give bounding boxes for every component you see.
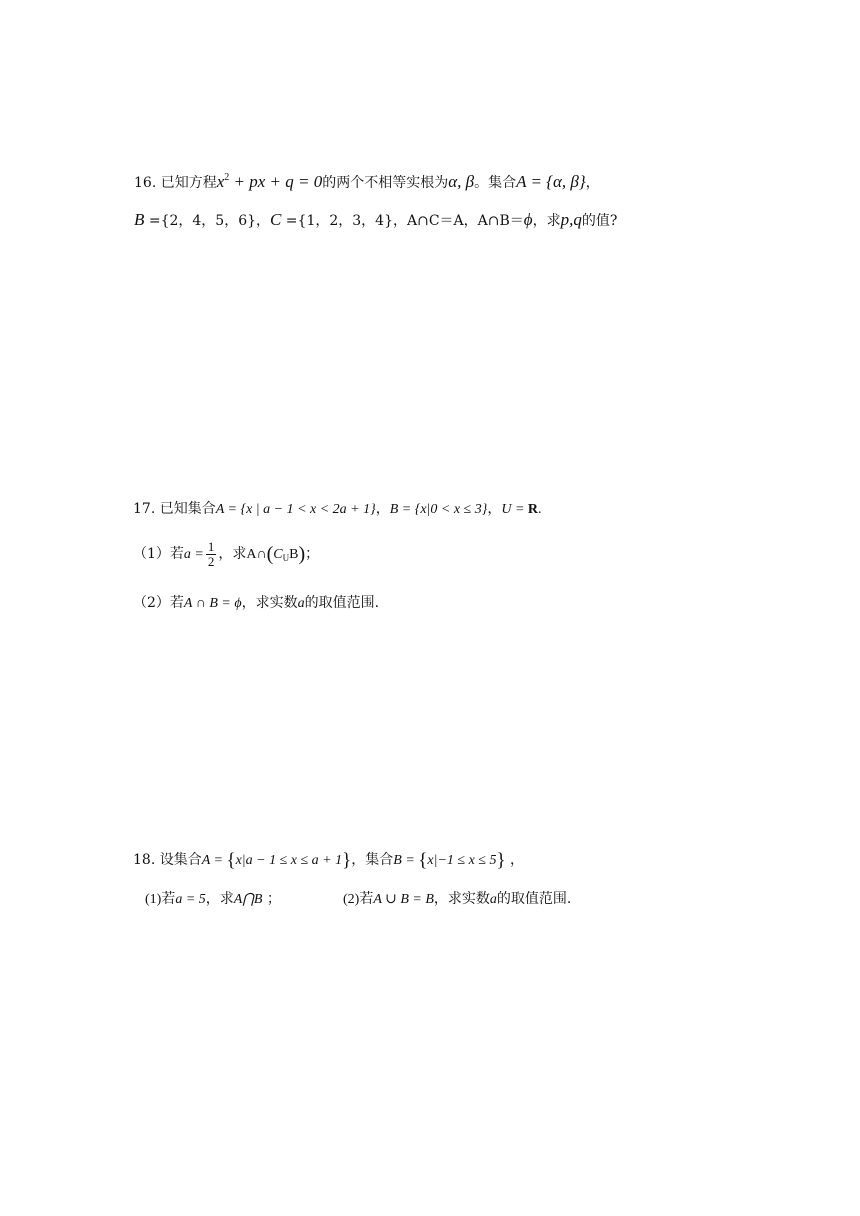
- q18-part-2-a: a: [489, 892, 497, 907]
- q17-part-2-text: ，求实数: [241, 595, 298, 611]
- q16-set-b-var: B: [134, 210, 145, 229]
- right-brace: }: [342, 850, 352, 871]
- q18-part-1-condition: a = 5: [175, 892, 206, 907]
- fraction-numerator: 1: [207, 539, 215, 554]
- q16-equation-x: x: [216, 172, 225, 191]
- q16-set-c-value: ={1，2，3，4}，A∩C＝A，A∩B＝: [281, 213, 524, 229]
- q17-set-b: B = {x|0 < x ≤ 3}: [389, 502, 488, 517]
- q18-part-2: [343, 892, 571, 907]
- q18-number: 18.: [133, 852, 156, 868]
- fraction-denominator: 2: [207, 553, 215, 569]
- q18-part-2-condition: A ∪ B = B: [373, 892, 434, 907]
- q18-set-a-body: x|a − 1 ≤ x ≤ a + 1: [235, 853, 343, 868]
- q17-complement-b: B: [289, 547, 299, 563]
- q16-set-a: A = {α, β}: [516, 172, 586, 191]
- q18-part-2-text: ，求实数: [433, 891, 490, 907]
- q17-part-1-expr-a: A∩: [246, 547, 267, 563]
- q17-part-2-end: 的取值范围.: [304, 595, 380, 611]
- left-brace: {: [226, 850, 236, 871]
- q17-part-1-text: ，求: [218, 546, 247, 563]
- q16-equation-rest: + px + q = 0: [229, 172, 323, 191]
- q16-text-3: 。集合: [474, 175, 517, 191]
- q18-text-3: ，: [505, 852, 525, 868]
- q17-part-2-expr: A ∩ B = ϕ: [183, 596, 242, 611]
- q18-text-1: 设集合: [159, 852, 202, 868]
- q16-line-2: [134, 211, 617, 228]
- q18-part-1-expr: A⋂B: [233, 892, 263, 907]
- q18-line-1: [133, 851, 524, 870]
- q18-part-1-end: ；: [262, 891, 281, 907]
- q17-part-2-label: （2）若: [133, 595, 184, 611]
- q18-part-2-end: 的取值范围.: [496, 891, 572, 907]
- q18-part-2-label: (2)若: [343, 892, 374, 907]
- q17-separator-1: ，: [375, 501, 390, 517]
- q16-pq: p,q: [560, 210, 582, 229]
- q16-set-c-var: C: [270, 210, 282, 229]
- q17-separator-2: ，: [487, 501, 502, 517]
- q17-number: 17.: [133, 501, 156, 517]
- q17-end: .: [538, 502, 542, 517]
- q16-equation-exponent: 2: [224, 172, 230, 183]
- q17-text-1: 已知集合: [159, 501, 216, 517]
- q16-text-1: 已知方程: [160, 175, 217, 191]
- q17-set-a: A = {x | a − 1 < x < 2a + 1}: [215, 502, 376, 517]
- q16-text-2: 的两个不相等实根为: [322, 175, 449, 191]
- q16-text-6: 的值?: [581, 213, 618, 229]
- right-brace: }: [496, 850, 506, 871]
- q18-part-1: [145, 892, 281, 907]
- left-paren: (: [266, 543, 274, 566]
- q16-line-1: [134, 173, 600, 190]
- q17-part-1-label: （1）若: [133, 546, 184, 563]
- q16-set-b-value: ={2，4，5，6}，: [144, 213, 271, 229]
- q18-part-1-text: ，求: [205, 891, 234, 907]
- q18-part-1-label: (1)若: [145, 892, 176, 907]
- q17-complement-c: C: [273, 547, 283, 563]
- q18-set-a-lhs: A =: [201, 853, 227, 868]
- q18-set-b-lhs: B =: [393, 853, 419, 868]
- q17-complement-u: U: [282, 553, 290, 564]
- q18-set-b-body: x|−1 ≤ x ≤ 5: [427, 853, 497, 868]
- q16-text-4: ，: [585, 175, 600, 191]
- q17-part-2-a: a: [297, 596, 305, 611]
- q18-text-2: ，集合: [351, 852, 394, 868]
- right-paren: ): [298, 543, 306, 566]
- q17-universe: U =: [501, 502, 528, 517]
- q17-part-2: [133, 596, 379, 611]
- q17-part-1-end: ；: [305, 546, 320, 563]
- left-brace: {: [418, 850, 428, 871]
- q17-part-1-a: a =: [183, 547, 204, 563]
- q16-text-5: ，求: [532, 213, 561, 229]
- q17-reals: R: [527, 502, 539, 517]
- q16-empty-set: ϕ: [523, 210, 533, 229]
- q17-part-1-fraction: [206, 540, 217, 568]
- q16-number: 16.: [134, 175, 157, 191]
- q16-roots: α, β: [448, 172, 475, 191]
- q17-line-1: [133, 502, 542, 517]
- q17-part-1: [133, 540, 319, 568]
